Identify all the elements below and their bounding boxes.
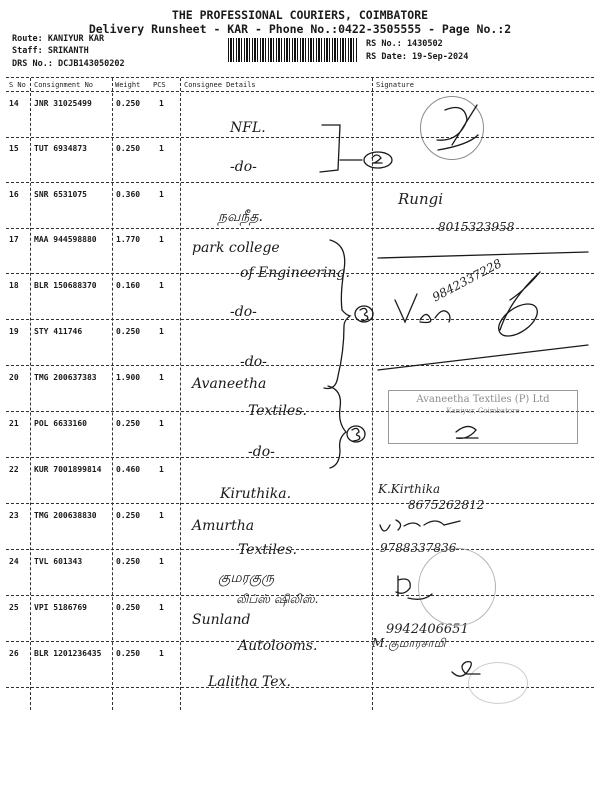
consignee-line2: Textiles. xyxy=(248,403,307,419)
row-weight: 0.250 xyxy=(116,99,141,108)
circled-digit xyxy=(352,428,360,441)
row-pcs: 1 xyxy=(159,373,164,382)
row-pcs: 1 xyxy=(159,235,164,244)
row-weight: 0.250 xyxy=(116,419,141,428)
row-consignee: Amurtha xyxy=(192,518,255,534)
row-consignment-number: VPI 5186769 xyxy=(34,603,87,612)
header-weight: Weight xyxy=(115,81,141,89)
row-consignee: Kiruthika. xyxy=(220,486,292,502)
consignee-line2: லிப்ஸ் ஷிலிஸ். xyxy=(236,592,319,606)
brace-mark xyxy=(328,386,346,468)
runsheet-title: THE PROFESSIONAL COURIERS, COIMBATORE xyxy=(171,8,429,22)
header-consignment: Consignment No xyxy=(34,81,94,89)
row-consignee: Avaneetha xyxy=(192,376,267,392)
row-consignee: -do- xyxy=(230,304,257,320)
row-consignment-number: STY 411746 xyxy=(34,327,83,336)
header-sno: S No xyxy=(9,81,26,89)
rs-number: RS No.: 1430502 xyxy=(366,39,443,49)
handwritten-rule xyxy=(378,252,588,258)
row-consignee: NFL. xyxy=(230,120,266,136)
row-weight: 0.250 xyxy=(116,649,141,658)
signature-phone: 9788337836 xyxy=(380,541,457,555)
row-consignee: park college xyxy=(192,240,280,256)
route-label: Route: KANIYUR KAR xyxy=(12,34,105,44)
row-sno: 25 xyxy=(9,603,19,612)
row-consignment-number: BLR 150688370 xyxy=(34,281,97,290)
row-consignee: நவநீத. xyxy=(218,209,263,225)
row-sno: 23 xyxy=(9,511,19,520)
signature-scribble xyxy=(437,105,478,150)
row-pcs: 1 xyxy=(159,465,164,474)
signature-phone: 9942406651 xyxy=(386,622,469,637)
stamp-line: Avaneetha Textiles (P) Ltd xyxy=(416,394,550,405)
row-pcs: 1 xyxy=(159,327,164,336)
row-consignment-number: TMG 200638830 xyxy=(34,511,97,520)
header-consignee: Consignee Details xyxy=(184,81,256,89)
row-weight: 0.250 xyxy=(116,144,141,153)
row-consignee: Sunland xyxy=(192,612,251,628)
row-weight: 0.250 xyxy=(116,603,141,612)
row-pcs: 1 xyxy=(159,603,164,612)
signature-name: K.Kirthika xyxy=(378,482,441,496)
consignee-line2: of Engineering. xyxy=(240,265,350,281)
row-consignment-number: KUR 7001899814 xyxy=(34,465,102,474)
row-sno: 14 xyxy=(9,99,19,108)
row-consignment-number: JNR 31025499 xyxy=(34,99,92,108)
row-pcs: 1 xyxy=(159,649,164,658)
staff-label: Staff: SRIKANTH xyxy=(12,46,89,56)
signature-phone: 8015323958 xyxy=(438,220,515,234)
row-sno: 21 xyxy=(9,419,19,428)
signature-scribble xyxy=(380,520,460,531)
row-sno: 16 xyxy=(9,190,19,199)
row-consignment-number: POL 6633160 xyxy=(34,419,87,428)
row-consignee: குமரகுரு xyxy=(218,570,275,586)
row-sno: 18 xyxy=(9,281,19,290)
brace-mark xyxy=(324,240,350,389)
signature-phone: 9842337228 xyxy=(430,256,504,305)
row-sno: 20 xyxy=(9,373,19,382)
rs-date: RS Date: 19-Sep-2024 xyxy=(366,52,469,62)
row-pcs: 1 xyxy=(159,281,164,290)
consignee-line2: Textiles. xyxy=(238,542,297,558)
row-pcs: 1 xyxy=(159,419,164,428)
row-pcs: 1 xyxy=(159,144,164,153)
row-consignment-number: BLR 1201236435 xyxy=(34,649,102,658)
row-weight: 0.360 xyxy=(116,190,141,199)
handwritten-rule xyxy=(378,345,588,370)
signature-name: Rungi xyxy=(398,190,444,208)
row-consignee: Lalitha Tex. xyxy=(208,674,291,690)
row-consignment-number: TVL 601343 xyxy=(34,557,83,566)
circled-count-mark xyxy=(493,298,543,343)
row-sno: 24 xyxy=(9,557,19,566)
row-sno: 22 xyxy=(9,465,19,474)
signature-scribble xyxy=(396,576,432,599)
row-consignee: -do- xyxy=(230,159,257,175)
header-pcs: PCS xyxy=(153,81,166,89)
row-pcs: 1 xyxy=(159,557,164,566)
row-pcs: 1 xyxy=(159,190,164,199)
signature-name: M.குமாரசாமி xyxy=(372,636,446,650)
row-pcs: 1 xyxy=(159,511,164,520)
stamp-line: Kaniyur, Coimbatore xyxy=(446,407,520,415)
circled-digit xyxy=(372,155,382,163)
row-consignment-number: TUT 6934873 xyxy=(34,144,87,153)
row-weight: 0.250 xyxy=(116,327,141,336)
row-weight: 0.250 xyxy=(116,557,141,566)
row-consignee: -do- xyxy=(248,444,275,460)
row-consignee: -do- xyxy=(240,354,267,370)
consignee-line2: Autolooms. xyxy=(238,638,318,654)
signature-scribble xyxy=(452,662,480,677)
circled-digit xyxy=(360,308,368,321)
row-consignment-number: MAA 944598880 xyxy=(34,235,97,244)
row-weight: 1.770 xyxy=(116,235,141,244)
row-consignment-number: TMG 200637383 xyxy=(34,373,97,382)
header-signature: Signature xyxy=(376,81,414,89)
row-sno: 17 xyxy=(9,235,19,244)
row-weight: 0.160 xyxy=(116,281,141,290)
drs-label: DRS No.: DCJB143050202 xyxy=(12,59,125,69)
row-weight: 0.460 xyxy=(116,465,141,474)
row-weight: 0.250 xyxy=(116,511,141,520)
row-weight: 1.900 xyxy=(116,373,141,382)
signature-scribble xyxy=(456,426,478,438)
row-sno: 26 xyxy=(9,649,19,658)
signature-scribble xyxy=(395,294,450,323)
row-consignment-number: SNR 6531075 xyxy=(34,190,87,199)
row-sno: 19 xyxy=(9,327,19,336)
bracket-mark xyxy=(320,125,340,172)
signature-phone: 8675262812 xyxy=(408,498,485,512)
row-pcs: 1 xyxy=(159,99,164,108)
runsheet-subtitle: Delivery Runsheet - KAR - Phone No.:0422-3505555 - Page No.:2 xyxy=(88,22,512,36)
row-sno: 15 xyxy=(9,144,19,153)
